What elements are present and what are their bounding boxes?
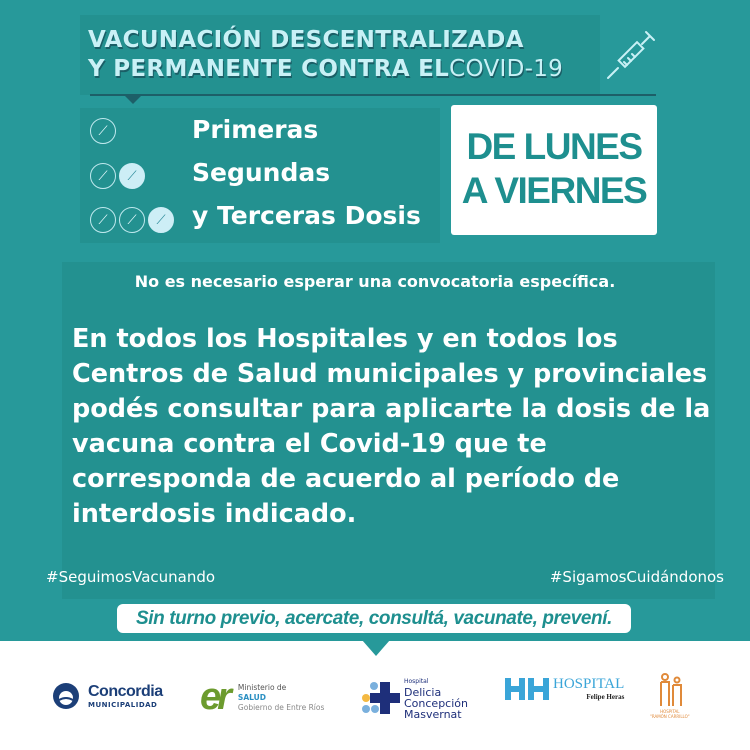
days-line-2: A VIERNES [461,170,647,211]
carrillo-l2: "RAMÓN CARRILLO" [650,714,690,719]
syringe-icon: ⟋ [90,207,116,233]
logo-hospital-carrillo [650,672,690,719]
note-text: No es necesario esperar una convocatoria específica. [134,272,616,291]
logo-hospital-delicia [362,676,468,720]
felipe-l1: HOSPITAL [553,676,625,692]
logo-concordia [48,676,163,716]
logo-hospital-felipe-heras [505,676,624,701]
sun-emblem-icon [48,676,84,716]
cross-icon [362,678,400,718]
er-mark: er [200,676,228,718]
ministerio-l1: Ministerio de [237,682,287,692]
family-figure-icon [655,672,685,708]
hashtag-left: #SeguimosVacunando [46,568,216,586]
days-box [451,105,657,235]
carrillo-l1: HOSPITAL [660,709,680,714]
dose-segundas: Segundas [192,158,331,187]
page-title [88,26,563,84]
syringe-icon: ⟋ [90,163,116,189]
syringe-icon [604,28,658,82]
syringe-icon: ⟋ [148,207,174,233]
dose-icons-1 [90,118,116,144]
dose-primeras: Primeras [192,115,319,144]
syringe-icon: ⟋ [119,163,145,189]
delicia-l3: Masvernat [404,708,462,721]
days-line-1: DE LUNES [466,126,642,167]
delicia-l0: Hospital [404,678,429,685]
delicia-l1: Delicia [404,686,442,699]
ministerio-l3: Gobierno de Entre Ríos [237,702,325,712]
divider-notch [124,95,142,104]
dose-terceras: y Terceras Dosis [192,201,421,230]
ministerio-l2: SALUD [237,692,266,702]
felipe-l2: Felipe Heras [586,693,625,701]
slogan-banner: Sin turno previo, acercate, consultá, vacunate, prevení. [117,604,631,633]
pointer-triangle [362,640,390,656]
title-covid: COVID-19 [449,56,564,82]
dose-icons-2 [90,163,145,189]
logo-ministerio-salud [200,676,324,719]
syringe-icon: ⟋ [90,118,116,144]
syringe-icon: ⟋ [119,207,145,233]
main-text: En todos los Hospitales y en todos los Centros de Salud municipales y provinciales podés consultar para aplicarte la dosis de la vacuna contra el Covid-19 que te corresponda de acuerdo al período de interdosis indicado. [72,324,711,529]
hashtag-right: #SigamosCuidándonos [549,568,724,586]
divider [90,94,656,96]
dose-icons-3 [90,207,174,233]
delicia-l2: Concepción [404,697,468,710]
title-line-2: Y PERMANENTE CONTRA EL [88,56,450,82]
title-line-1: VACUNACIÓN DESCENTRALIZADA [88,27,524,53]
concordia-name: Concordia [88,683,163,700]
hh-mark-icon [505,678,549,700]
concordia-sub: MUNICIPALIDAD [88,701,158,709]
